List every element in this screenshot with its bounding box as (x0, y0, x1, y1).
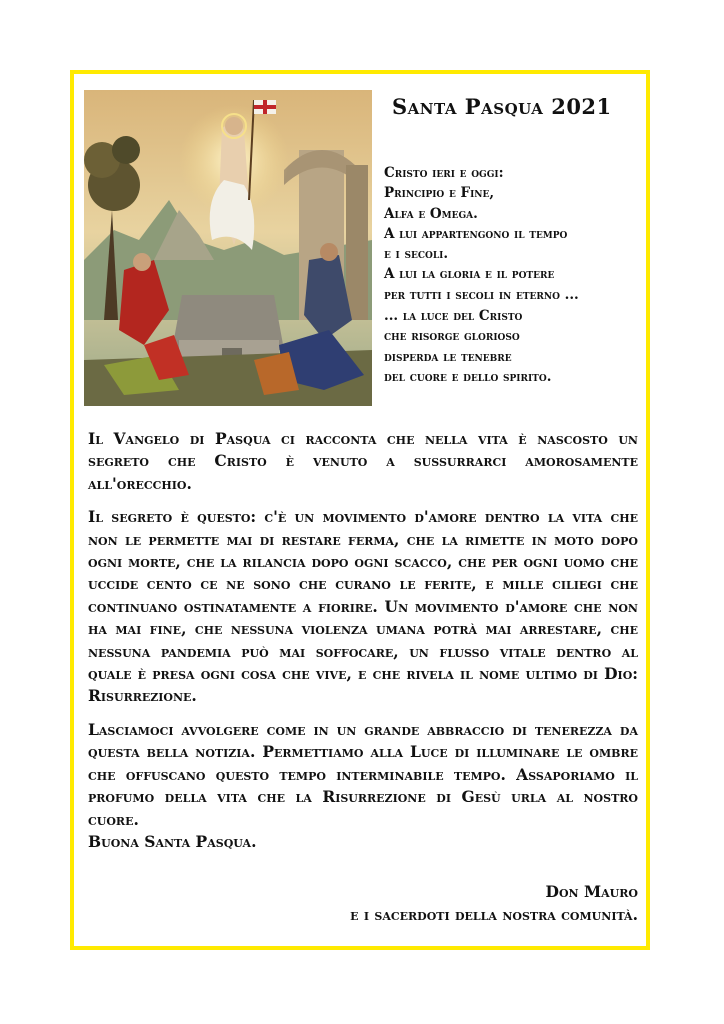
poem-line: Alfa e Omega. (384, 205, 478, 222)
signature-name: Don Mauro (545, 882, 638, 901)
paragraph-1: Il Vangelo di Pasqua ci racconta che nella vita è nascosto un segreto che Cristo è venuto a sussurrarci amorosamente all'orecchio. (88, 429, 638, 493)
page-title: Santa Pasqua 2021 (392, 94, 612, 119)
signature-community: e i sacerdoti della nostra comunità. (350, 905, 638, 924)
poem-line: Principio e Fine, (384, 185, 495, 202)
poem-line: A lui appartengono il tempo (384, 225, 568, 242)
paragraph-2: Il segreto è questo: c'è un movimento d'amore dentro la vita che non le permette mai di restare ferma, che la rimette in moto dopo ogni morte, che la rilancia dopo ogni scacco, che per ogni uomo che uccide cento ce ne sono che curano le ferite, e mille ciliegi che continuano ostinatamente a fiorire. Un movimento d'amore che non ha mai fine, che nessuna violenza umana potrà mai arrestare, che nessuna pandemia può mai soffocare, un flusso vitale dentro al quale è presa ogni cosa che vive, e che rivela il nome ultimo di Dio: Risurrezione. (88, 507, 638, 706)
poem-line: ... la luce del Cristo (384, 308, 523, 324)
poem-stanza-1 (384, 163, 644, 305)
poem-line: per tutti i secoli in eterno ... (384, 286, 579, 303)
poem-line: A lui la gloria e il potere (384, 266, 555, 283)
poem-line: del cuore e dello spirito. (384, 368, 552, 385)
poem-stanza-2 (384, 306, 644, 387)
paragraph-3: Lasciamoci avvolgere come in un grande abbraccio di tenerezza da questa bella notizia. Permettiamo alla Luce di illuminare le ombre che offuscano questo tempo interminabile tempo. Assaporiamo il profumo della vita che la Risurrezione di Gesù urla al nostro cuore. (88, 719, 638, 829)
greeting: Buona Santa Pasqua. (88, 831, 257, 851)
poem-line: e i secoli. (384, 246, 449, 263)
resurrection-painting (84, 90, 372, 406)
message-body (88, 428, 638, 864)
poem-line: disperda le tenebre (384, 348, 512, 365)
signature (350, 880, 638, 926)
poem-line: che risorge glorioso (384, 328, 520, 345)
poem-line: Cristo ieri e oggi: (384, 165, 504, 181)
